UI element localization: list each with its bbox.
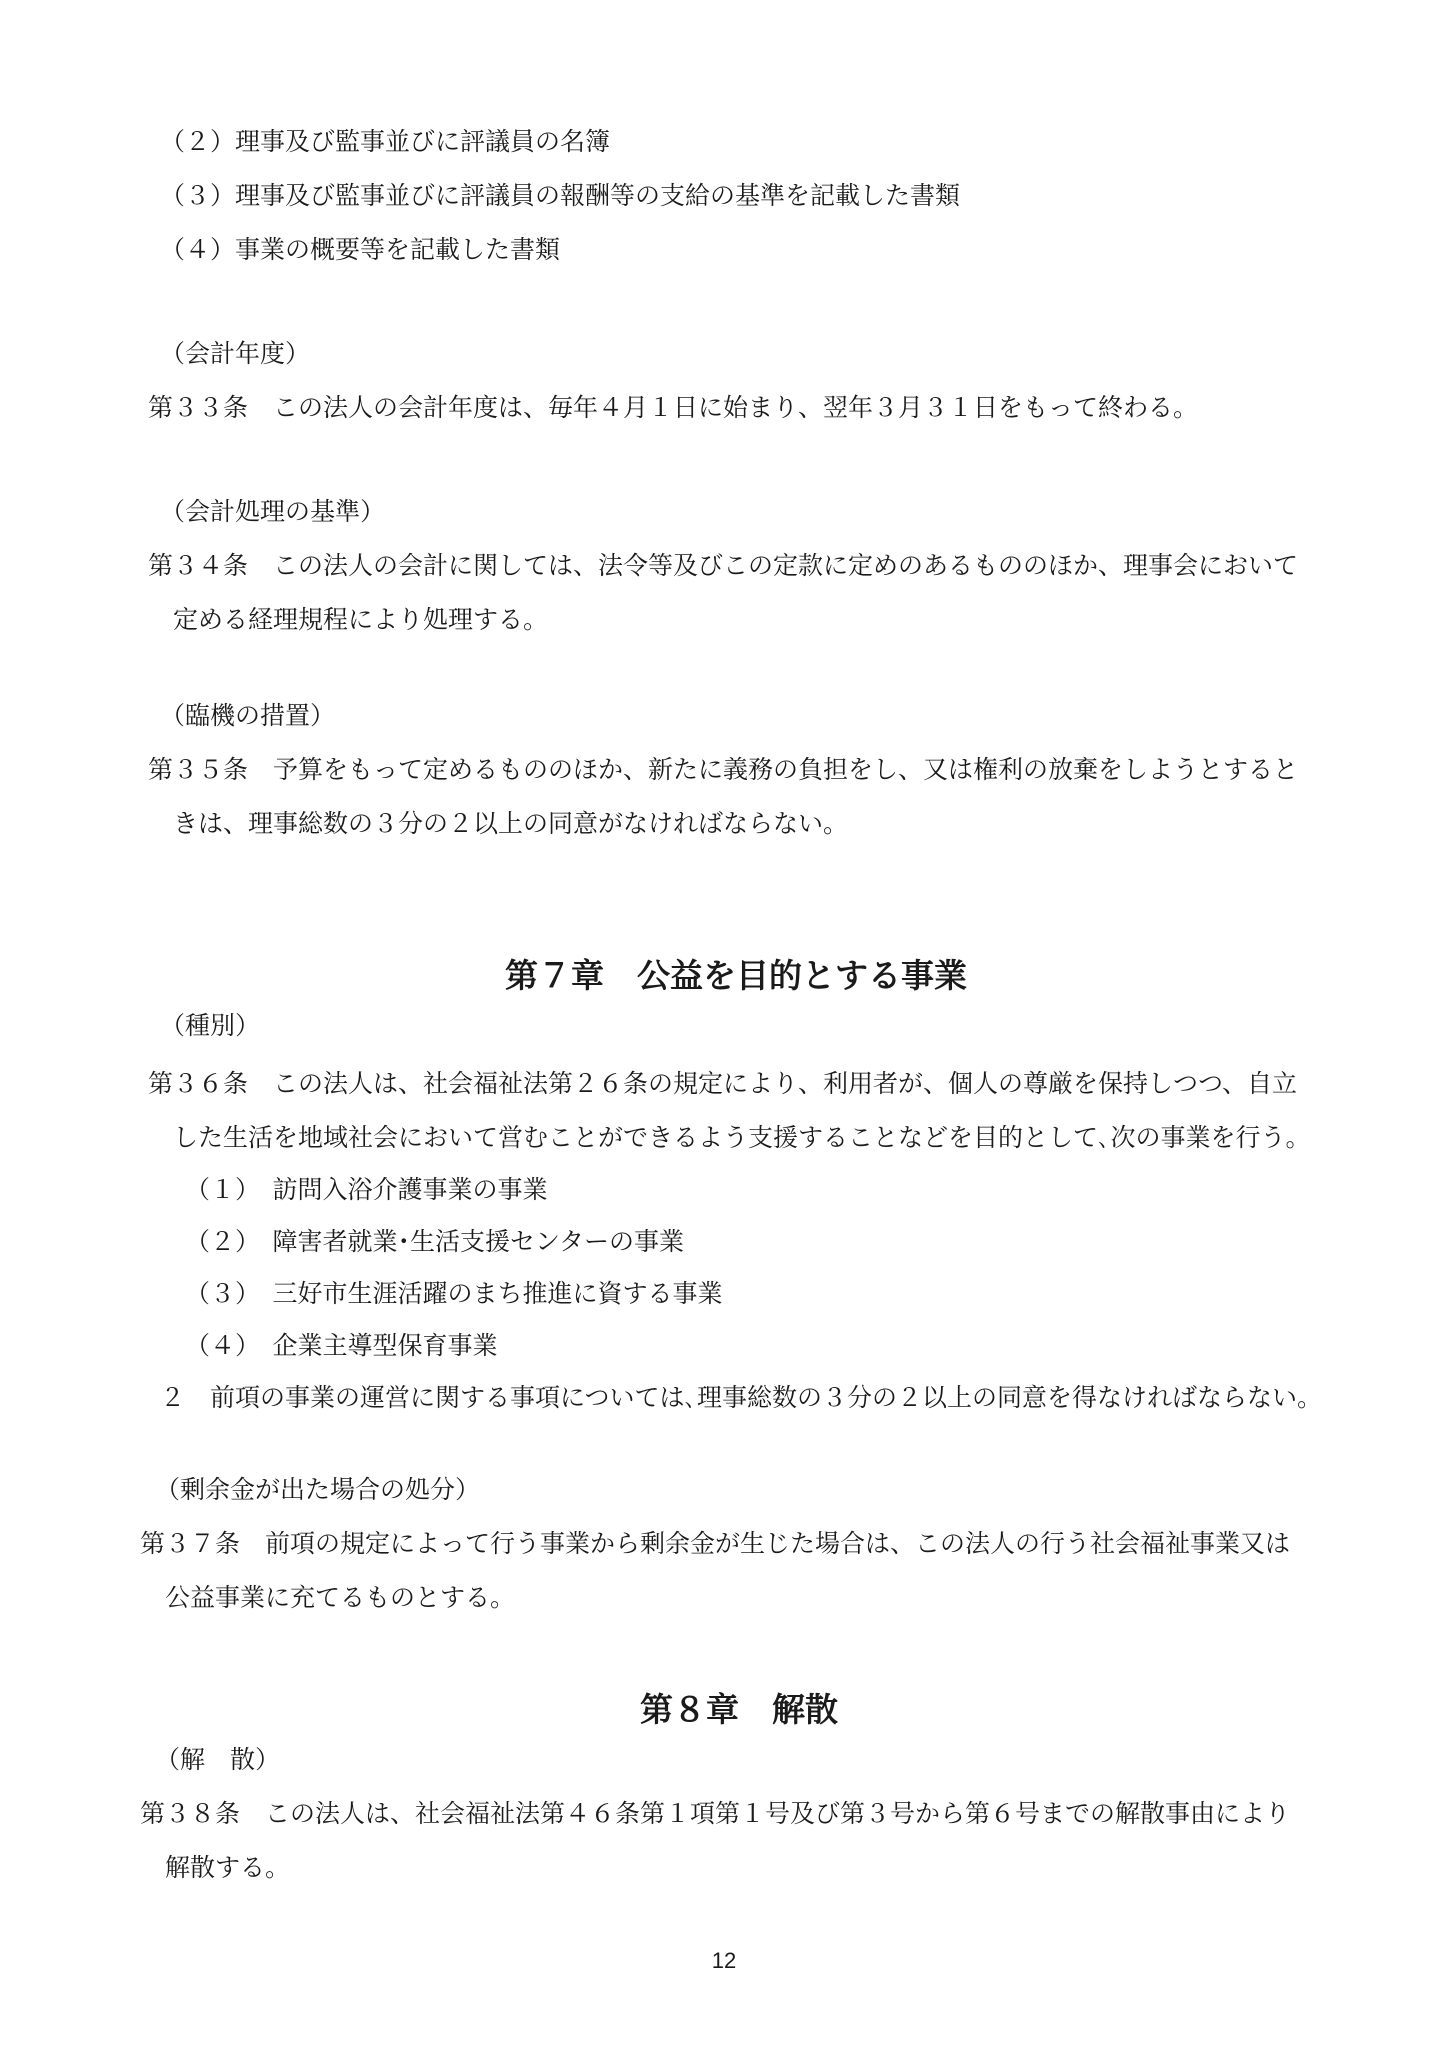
list-item: （１） 訪問入浴介護事業の事業 <box>185 1175 548 1204</box>
chapter-8-title: 第８章 解散 <box>640 1690 838 1729</box>
article-37-heading: （剰余金が出た場合の処分） <box>155 1475 481 1504</box>
list-item: （３）理事及び監事並びに評議員の報酬等の支給の基準を記載した書類 <box>160 181 961 210</box>
article-35-text-cont: きは、理事総数の３分の２以上の同意がなければならない。 <box>173 809 849 838</box>
chapter-7-title: 第７章 公益を目的とする事業 <box>505 956 967 995</box>
article-36-paragraph-2: ２ 前項の事業の運営に関する事項については､理事総数の３分の２以上の同意を得なければならない。 <box>160 1383 1323 1412</box>
page-number: 12 <box>711 1948 737 1973</box>
article-37-text: 第３７条 前項の規定によって行う事業から剰余金が生じた場合は、この法人の行う社会福祉事業又は <box>140 1529 1291 1558</box>
article-33-heading: （会計年度） <box>160 339 311 368</box>
article-34-text: 第３４条 この法人の会計に関しては、法令等及びこの定款に定めのあるもののほか、理事会において <box>148 551 1299 580</box>
article-38-text: 第３８条 この法人は、社会福祉法第４６条第１項第１号及び第３号から第６号までの解散事由により <box>140 1799 1291 1828</box>
list-item: （３） 三好市生涯活躍のまち推進に資する事業 <box>185 1279 723 1308</box>
article-34-heading: （会計処理の基準） <box>160 497 386 526</box>
article-33-text: 第３３条 この法人の会計年度は、毎年４月１日に始まり、翌年３月３１日をもって終わる。 <box>148 393 1199 422</box>
list-item: （２） 障害者就業･生活支援センターの事業 <box>185 1227 685 1256</box>
article-34-text-cont: 定める経理規程により処理する。 <box>173 605 549 634</box>
article-38-heading: （解 散） <box>155 1745 281 1774</box>
list-item: （２）理事及び監事並びに評議員の名簿 <box>160 127 611 156</box>
article-38-text-cont: 解散する。 <box>165 1853 291 1882</box>
article-36-text: 第３６条 この法人は、社会福祉法第２６条の規定により、利用者が、個人の尊厳を保持しつつ、自立 <box>148 1069 1298 1098</box>
list-item: （４）事業の概要等を記載した書類 <box>160 235 561 264</box>
article-36-text-cont: した生活を地域社会において営むことができるよう支援することなどを目的として､次の事業を行う。 <box>173 1123 1311 1152</box>
article-35-text: 第３５条 予算をもって定めるもののほか、新たに義務の負担をし、又は権利の放棄をしようとすると <box>148 755 1299 784</box>
article-36-heading: （種別） <box>160 1011 261 1040</box>
article-37-text-cont: 公益事業に充てるものとする。 <box>165 1583 516 1612</box>
article-35-heading: （臨機の措置） <box>160 701 336 730</box>
list-item: （４） 企業主導型保育事業 <box>185 1331 498 1360</box>
